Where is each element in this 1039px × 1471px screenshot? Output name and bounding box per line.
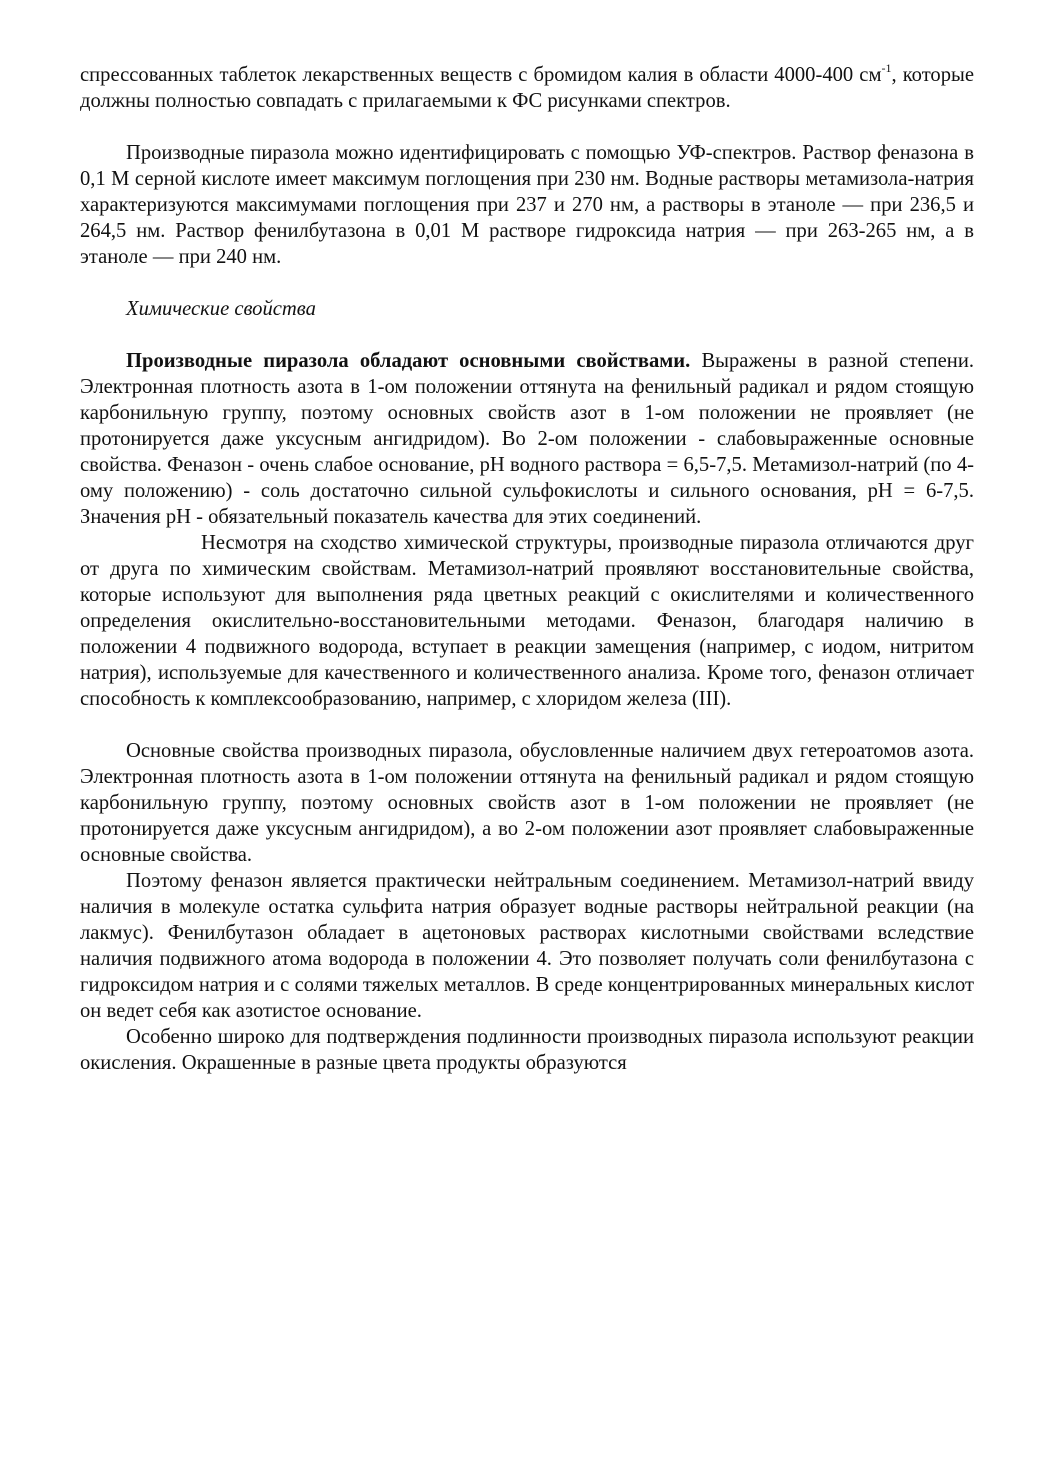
bold-lead-sentence: Производные пиразола обладают основными свойствами. bbox=[126, 350, 691, 372]
paragraph-gap bbox=[80, 114, 974, 140]
paragraph-oxidation-reactions: Особенно широко для подтверждения подлинности производных пиразола используют реакции окисления. Окрашенные в разные цвета продукты образуются bbox=[80, 1026, 974, 1074]
text-basic-properties-rest: Выражены в разной степени. Электронная плотность азота в 1-ом положении оттянута на фенильный радикал и рядом стоящую карбонильную группу, поэтому основных свойств азот в 1-ом положении не проявляет (не протонируется даже уксусным ангидридом). Во 2-ом положении - слабовыраженные основные свойства. Феназон - очень слабое основание, pH водного раствора = 6,5-7,5. Метамизол-натрий (по 4-ому положению) - соль достаточно сильной сульфокислоты и сильного основания, pH = 6-7,5. Значения pH - обязательный показатель качества для этих соединений. bbox=[80, 350, 974, 528]
document-page bbox=[80, 62, 974, 1076]
text-ir-before: спрессованных таблеток лекарственных веществ с бромидом калия в области 4000-400 см bbox=[80, 64, 882, 86]
paragraph-basic-properties bbox=[80, 348, 974, 530]
paragraph-gap bbox=[80, 712, 974, 738]
paragraph-phenazone-neutral: Поэтому феназон является практически нейтральным соединением. Метамизол-натрий ввиду наличия в молекуле остатка сульфита натрия образует водные растворы нейтральной реакции (на лакмус). Фенилбутазон обладает в ацетоновых растворах кислотными свойствами вследствие наличия подвижного атома водорода в положении 4. Это позволяет получать соли фенилбутазона с гидроксидом натрия и с солями тяжелых металлов. В среде концентрированных минеральных кислот он ведет себя как азотистое основание. bbox=[80, 870, 974, 1022]
text-ir-after: , которые должны полностью совпадать с прилагаемыми к ФС рисунками спектров. bbox=[80, 64, 974, 112]
paragraph-chemical-differences: Несмотря на сходство химической структуры, производные пиразола отличаются друг от друга по химическим свойствам. Метамизол-натрий проявляют восстановительные свойства, которые используют для выполнения ряда цветных реакций с окислителями и количественного определения окислительно-восстановительными методами. Феназон, благодаря наличию в положении 4 подвижного водорода, вступает в реакции замещения (например, с иодом, нитритом натрия), используемые для качественного и количественного анализа. Кроме того, феназон отличает способность к комплексообразованию, например, с хлоридом железа (III). bbox=[80, 532, 974, 710]
superscript-minus-one: -1 bbox=[881, 61, 892, 75]
paragraph-gap bbox=[80, 270, 974, 296]
paragraph-gap bbox=[80, 322, 974, 348]
paragraph-ir-spectra bbox=[80, 62, 974, 114]
section-heading-chemical-properties: Химические свойства bbox=[126, 298, 316, 320]
paragraph-basic-properties-derivatives: Основные свойства производных пиразола, обусловленные наличием двух гетероатомов азота. Электронная плотность азота в 1-ом положении оттянута на фенильный радикал и рядом стоящую карбонильную группу, поэтому основных свойств азот в 1-ом положении не проявляет (не протонируется даже уксусным ангидридом), а во 2-ом положении азот проявляет слабовыраженные основные свойства. bbox=[80, 740, 974, 866]
paragraph-uv-spectra: Производные пиразола можно идентифицировать с помощью УФ-спектров. Раствор феназона в 0,1 М серной кислоте имеет максимум поглощения при 230 нм. Водные растворы метамизола-натрия характеризуются максимумами поглощения при 237 и 270 нм, а растворы в этаноле — при 236,5 и 264,5 нм. Раствор фенилбутазона в 0,01 М растворе гидроксида натрия — при 263-265 нм, а в этаноле — при 240 нм. bbox=[80, 142, 974, 268]
